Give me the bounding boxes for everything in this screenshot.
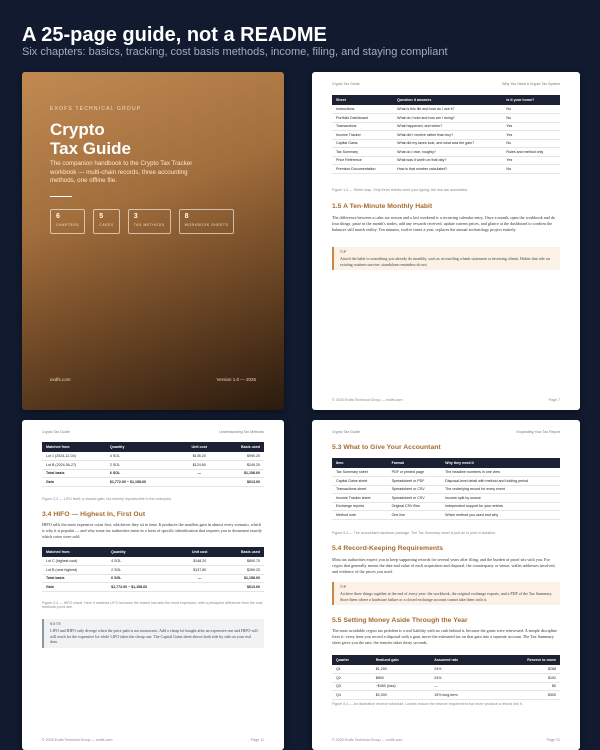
table-cell: PDF or printed page [388,468,442,477]
stat-number: 3 [133,213,138,220]
callout-text: Archive three things together at the end of every year: the workbook, the original exchange exports, and a PDF of the Tax Summary. Store them where a hardware failure or a closed exchange account cannot take them with it. [340,591,553,602]
table-cell: Q1 [332,665,372,674]
reserve-table [332,655,560,700]
table-header: Reserve to move [490,655,560,665]
table-header: Realized gain [372,655,431,665]
table-cell: — [430,682,490,691]
table-header: Basis used [219,547,264,557]
running-header-left: Crypto Tax Guide [332,430,360,434]
section-heading: 5.5 Setting Money Aside Through the Year [332,617,468,624]
table-row [332,122,560,131]
table-cell: Q3 [332,682,372,691]
table-row [332,494,560,503]
body-paragraph: Most tax authorities expect you to keep supporting records for several years after filing, and the burden of proof sits with you. For crypto that generally means the date and value of each acquisition and disposal, the counterparty or venue, wallet addresses involved, and evidence of the prices you used. [332,557,556,574]
table-row [42,583,264,592]
table-cell: Yes [502,131,560,140]
table-cell: Price Reference [332,156,393,165]
table-cell: $1,158.60 [219,469,264,478]
table-cell: 4 SOL [106,452,180,461]
sheet-map-table [332,95,560,174]
table-cell: 24% [430,665,490,674]
table-header: Quarter [332,655,372,665]
table-cell: — [180,469,219,478]
running-header [332,430,560,434]
table-cell: Method note [332,511,388,520]
table-cell: Tax Summary [332,148,393,157]
table-cell: Gain [42,583,107,592]
figure-caption: Figure 1.3 — Sheet map. Only three sheets need your typing; the rest are automated. [332,188,469,192]
section-heading: 5.4 Record-Keeping Requirements [332,545,444,552]
table-cell: 2 SOL [107,566,180,575]
table-row [332,674,560,683]
callout-tag: NOTE [50,622,62,626]
table-cell: How is that number calculated? [393,165,502,174]
lifo-table [42,442,264,487]
table-cell: Capital Gains sheet [332,477,388,486]
table-header: Matched from [42,442,106,452]
figure-caption: Figure 3.3 — LIFO itself: a chaotic gain, but entirely reproducible in the examples. [42,497,172,501]
figure-caption: Figure 5.3 — The accountant handover package. The Tax Summary sheet is just an to print in isolation. [332,531,497,535]
table-cell: The underlying record for every event [441,485,560,494]
table-header: Question it answers [393,95,502,105]
cover-footer-right: Version 1.0 — 2025 [216,377,256,382]
table-cell: Yes [502,156,560,165]
table-row [332,485,560,494]
cover-footer-left: exdfs.com [50,377,71,382]
table-row [42,478,264,487]
section-heading: 1.5 A Ten-Minute Monthly Habit [332,203,433,210]
table-cell: $192 [490,674,560,683]
table-cell: No [502,139,560,148]
table-header: Unit cost [180,547,219,557]
table-cell: $269.20 [219,566,264,575]
running-header [332,82,560,86]
body-paragraph: HIFO sells the most expensive coins first, whichever they sit in time. It produces the smallest gain in almost every scenario, which is why it is popular — and why some tax authorities insist in a form of specific identification that requires you to document exactly which coins were sold. [42,522,262,539]
table-cell: Portfolio Dashboard [332,114,393,123]
stat-number: 8 [184,213,189,220]
figure-caption: Figure 5.4 — An illustrative reserve schedule. Losses reduce the reserve requirement but never produce a refund into it. [332,702,523,706]
table-cell: $1,772.00 − $1,158.60 [106,478,180,487]
table-row [42,469,264,478]
footer-left: © 2026 Exdfs Technical Group — exdfs.com [332,398,403,402]
stat-label: CHAPTERS [56,223,80,227]
hero-subtitle: Six chapters: basics, tracking, cost basis methods, income, filing, and staying compliant [22,46,448,58]
table-cell: Gain [42,478,106,487]
table-cell: What do I hold and how am I doing? [393,114,502,123]
table-cell: $1,158.60 [219,574,264,583]
page-7 [312,72,580,410]
table-row [332,156,560,165]
table-cell: — [180,574,219,583]
stat-label: TAX METHODS [133,223,165,227]
table-cell: Which method you used and why [441,511,560,520]
table-cell: What did my taxes look, and what was the gain? [393,139,502,148]
table-cell: Spreadsheet or CSV [388,485,442,494]
table-cell: $137.80 [180,566,219,575]
table-cell: 6 SOL [106,469,180,478]
table-row [332,682,560,691]
table-cell: Lot B (2024-06-27) [42,461,106,470]
page-number: Page 11 [250,738,264,742]
table-row [332,139,560,148]
cover-title [50,120,230,158]
callout-text: Attach the habit to something you already do monthly, such as reconciling a bank statement or investing clients. Habits that ride on existing routines survive; standalone reminders do not. [340,256,550,267]
cover-stat [93,209,120,234]
table-header: Item [332,458,388,468]
tip-callout [332,247,560,270]
table-row [332,691,560,700]
table-cell: 6 SOL [107,574,180,583]
table-cell: What happened, and when? [393,122,502,131]
cover-stat [128,209,171,234]
body-paragraph: The difference between a calm tax season and a lost weekend is a recurring calendar entry. Once a month, open the workbook and do four things: paste in the month's trades, add any rewards received, update current prices, and glance at the dashboard to confirm the balances still match reality. Ten minutes, twelve times a year, replaces the annual archaeology project entirely. [332,215,556,232]
table-cell: $613.60 [219,583,264,592]
running-header-right: Why You Need a Crypto Tax System [502,82,560,86]
table-header: Basis used [219,442,264,452]
running-header-right: Expanding Your Tax Report [516,430,560,434]
table-header: Format [388,458,442,468]
callout-tag: TIP [340,250,347,254]
table-cell: Total basis [42,469,106,478]
cover-eyebrow: EXOFS TECHNICAL GROUP [50,106,142,112]
table-cell: Disposal-level detail with method and holding period [441,477,560,486]
table-cell [180,583,219,592]
table-cell: $288 [490,665,560,674]
table-cell: No [502,105,560,114]
table-cell: $800 [372,674,431,683]
cover-title-line1: Crypto [50,120,105,139]
table-row [332,665,560,674]
note-callout [42,619,264,648]
stat-number: 5 [99,213,104,220]
callout-text: LIFO and HIFO only diverge when the price path is not monotonic. Add a cheap lot bought after an expensive one and HIFO will still reach for the expensive lot while LIFO takes the cheap one. The Capital Gains sheet shows both side by side on your real data. [50,628,258,645]
table-cell: The headline numbers in one view [441,468,560,477]
table-row [332,148,560,157]
table-row [332,477,560,486]
table-cell: $0 [490,682,560,691]
table-header: Quantity [107,547,180,557]
footer-left: © 2026 Exdfs Technical Group — exdfs.com [42,738,113,742]
hero-title: A 25-page guide, not a README [22,24,327,46]
cover-divider [50,196,72,197]
table-cell: Spreadsheet or PDF [388,477,442,486]
table-cell: No [502,165,560,174]
footer-left: © 2026 Exdfs Technical Group — exdfs.com [332,738,403,742]
cover-page [22,72,284,410]
table-cell: One line [388,511,442,520]
cover-stat [50,209,85,234]
callout-tag: TIP [340,585,347,589]
table-cell: Q4 [332,691,372,700]
table-cell: Transactions sheet [332,485,388,494]
table-header: Is it your home? [502,95,560,105]
table-cell: Yes [502,122,560,131]
table-cell: $148.20 [180,557,219,566]
table-cell: Total basis [42,574,107,583]
table-cell: Independent support for your entries [441,502,560,511]
page-footer [42,738,264,742]
table-cell: What did I receive rather than buy? [393,131,502,140]
page-11 [22,420,284,750]
page-footer [332,738,560,742]
page-footer [332,398,560,402]
table-cell: Original CSV files [388,502,442,511]
table-cell: What was it worth on that day? [393,156,502,165]
body-paragraph: The most avoidable crypto tax problem is a real liability with no cash behind it, because the gains were reinvested. A simple discipline fixes it: every time you record a disposal with a gain, move the estimated tax on that gain into a separate account. The Tax Summary sheet gives you the rate; the transfer takes thirty seconds. [332,628,558,645]
accountant-table [332,458,560,520]
table-cell: 4 SOL [107,557,180,566]
hifo-table [42,547,264,592]
running-header-left: Crypto Tax Guide [332,82,360,86]
table-row [42,557,264,566]
table-cell: Q2 [332,674,372,683]
table-cell: Lot 1 (2024-12-04) [42,452,106,461]
table-cell: Income split by source [441,494,560,503]
table-row [42,566,264,575]
table-cell: −$450 (loss) [372,682,431,691]
table-header: Unit cost [180,442,219,452]
table-header: Sheet [332,95,393,105]
table-cell: $1,772.00 − $1,158.60 [107,583,180,592]
table-row [332,114,560,123]
table-row [332,511,560,520]
table-cell: 24% [430,674,490,683]
table-row [332,105,560,114]
table-cell: What do I owe, roughly? [393,148,502,157]
table-cell: $1,200 [372,665,431,674]
table-cell: Transactions [332,122,393,131]
table-cell [180,478,219,487]
table-cell: Exchange reports [332,502,388,511]
running-header-left: Crypto Tax Guide [42,430,70,434]
table-cell: Income Tracker [332,131,393,140]
table-row [332,165,560,174]
table-header: Why they need it [441,458,560,468]
section-heading: 3.4 HIFO — Highest In, First Out [42,511,146,518]
table-row [42,452,264,461]
table-cell: $990.20 [219,452,264,461]
page-31 [312,420,580,750]
running-header [42,430,264,434]
table-cell: $613.60 [219,478,264,487]
table-cell: Instructions [332,105,393,114]
figure-caption: Figure 3.4 — HIFO result. Here it matches LIFO because the lowest lots also the most expensive, with a principled difference from the cost methods you'd see. [42,601,263,609]
table-cell: Lot C (highest cost) [42,557,107,566]
table-row [332,468,560,477]
table-cell: Spreadsheet or CSV [388,494,442,503]
cover-title-line2: Tax Guide [50,139,131,158]
table-cell: 2 SOL [106,461,180,470]
table-cell: $300 [490,691,560,700]
stat-label: CASES [99,223,114,227]
page-number: Page 31 [546,738,560,742]
stat-number: 6 [56,213,60,220]
table-cell: Tax Summary sheet [332,468,388,477]
table-header: Matched from [42,547,107,557]
table-cell: Capital Gains [332,139,393,148]
table-cell: 15% long-term [430,691,490,700]
table-cell: Lot B (next highest) [42,566,107,575]
table-header: Assumed rate [430,655,490,665]
tip-callout [332,582,560,605]
table-cell: Rules and method only [502,148,560,157]
cover-stats [50,209,234,234]
table-cell: $249.20 [219,461,264,470]
table-cell: No [502,114,560,123]
table-cell: $124.60 [180,461,219,470]
table-cell: $145.20 [180,452,219,461]
running-header-right: Understanding Tax Methods [219,430,264,434]
table-cell: Premium Documentation [332,165,393,174]
table-row [332,131,560,140]
table-cell: Income Tracker sheet [332,494,388,503]
table-row [332,502,560,511]
cover-stat [179,209,235,234]
table-cell: $2,000 [372,691,431,700]
table-row [42,461,264,470]
page-number: Page 7 [548,398,560,402]
cover-description: The companion handbook to the Crypto Tax Tracker workbook — multi-chain records, three accounting methods, one offline file. [50,160,193,184]
table-cell: $890.70 [219,557,264,566]
stat-label: WORKBOOK SHEETS [184,223,229,227]
table-cell: What is this file and how do I use it? [393,105,502,114]
table-row [42,574,264,583]
section-heading: 5.3 What to Give Your Accountant [332,444,441,451]
table-header: Quantity [106,442,180,452]
